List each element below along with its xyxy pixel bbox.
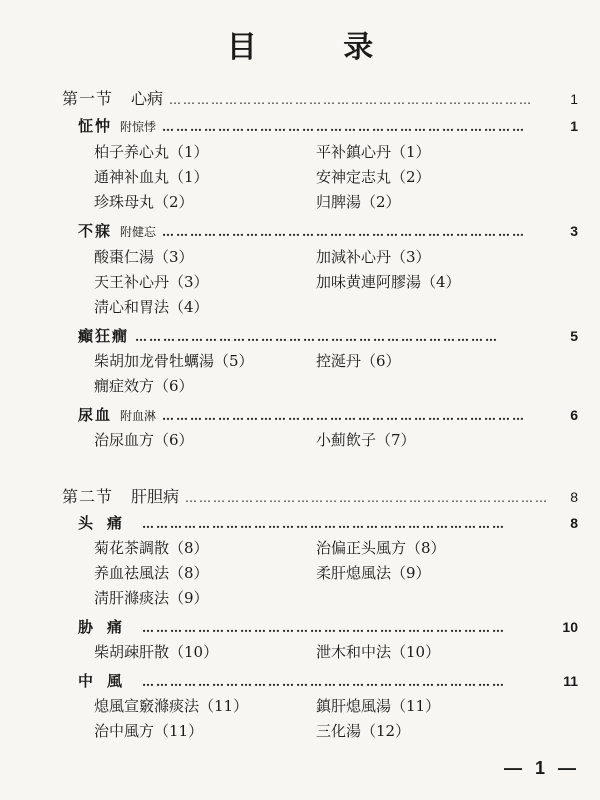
toc-entry[interactable]: 珍珠母丸（2）	[94, 193, 194, 211]
section-name: 肝胆病	[131, 487, 180, 506]
toc-entry[interactable]: 柔肝熄風法（9）	[316, 564, 431, 582]
page-number: 6	[570, 407, 578, 423]
dot-leader: ……………………………………………………………………	[185, 491, 550, 505]
toc-entry[interactable]: 泄木和中法（10）	[316, 643, 441, 661]
dot-leader: ……………………………………………………………………	[162, 120, 527, 134]
topic-label: 怔忡	[78, 117, 113, 135]
topic-note: 附健忘	[120, 225, 157, 239]
dot-leader: ……………………………………………………………………	[142, 675, 507, 689]
topic-label: 胁痛	[78, 618, 137, 636]
toc-entry[interactable]: 养血祛風法（8）	[94, 564, 209, 582]
toc-entry[interactable]: 通神补血丸（1）	[94, 168, 209, 186]
dot-leader: ……………………………………………………………………	[162, 225, 527, 239]
topic-heading[interactable]	[78, 670, 578, 691]
toc-entry[interactable]: 菊花茶調散（8）	[94, 539, 209, 557]
section-label: 第二节	[62, 487, 114, 506]
toc-entry[interactable]: 熄風宣竅滌痰法（11）	[94, 697, 249, 715]
dot-leader: ……………………………………………………………………	[142, 621, 507, 635]
page-title: 目 录	[226, 30, 412, 65]
page-number: 5	[570, 328, 578, 344]
toc-entry[interactable]: 淸心和胃法（4）	[94, 298, 209, 316]
toc-entry[interactable]: 归脾湯（2）	[316, 193, 401, 211]
topic-heading[interactable]	[78, 404, 578, 425]
section-heading[interactable]	[62, 86, 578, 109]
page-number: 10	[562, 619, 578, 635]
toc-entry[interactable]: 控涎丹（6）	[316, 352, 401, 370]
toc-entry[interactable]: 治偏正头風方（8）	[316, 539, 446, 557]
topic-note: 附血淋	[120, 409, 157, 423]
topic-label: 癲狂癇	[78, 327, 130, 345]
toc-entry[interactable]: 柏子养心丸（1）	[94, 143, 209, 161]
footer-page-number: — 1 —	[504, 758, 581, 778]
topic-label: 不寐	[78, 222, 113, 240]
page-number: 1	[570, 91, 578, 107]
topic-label: 尿血	[78, 406, 113, 424]
topic-heading[interactable]	[78, 115, 578, 136]
topic-label: 中風	[78, 672, 137, 690]
topic-heading[interactable]	[78, 616, 578, 637]
toc-entry[interactable]: 柴胡疎肝散（10）	[94, 643, 219, 661]
page-number: 11	[563, 673, 578, 689]
topic-heading[interactable]	[78, 325, 578, 346]
dot-leader: ……………………………………………………………………	[142, 517, 507, 531]
toc-entry[interactable]: 酸棗仁湯（3）	[94, 248, 194, 266]
toc-entry[interactable]: 安神定志丸（2）	[316, 168, 431, 186]
toc-entry[interactable]: 加減补心丹（3）	[316, 248, 431, 266]
topic-heading[interactable]	[78, 512, 578, 533]
dot-leader: ……………………………………………………………………	[162, 409, 527, 423]
toc-entry[interactable]: 淸肝滌痰法（9）	[94, 589, 209, 607]
section-label: 第一节	[62, 89, 114, 108]
topic-label: 头痛	[78, 514, 137, 532]
toc-entry[interactable]: 柴胡加龙骨牡蠣湯（5）	[94, 352, 254, 370]
toc-entry[interactable]: 加味黄連阿膠湯（4）	[316, 273, 461, 291]
dot-leader: ……………………………………………………………………	[169, 93, 534, 107]
toc-entry[interactable]: 治尿血方（6）	[94, 431, 194, 449]
page-number: 3	[570, 223, 578, 239]
toc-entry[interactable]: 治中風方（11）	[94, 722, 204, 740]
section-heading[interactable]	[62, 484, 578, 507]
page-number: 1	[570, 118, 578, 134]
toc-entry[interactable]: 小薊飲子（7）	[316, 431, 416, 449]
page-number: 8	[570, 515, 578, 531]
page-number: 8	[570, 489, 578, 505]
dot-leader: ……………………………………………………………………	[135, 330, 500, 344]
topic-note: 附惊悸	[120, 120, 157, 134]
toc-entry[interactable]: 天王补心丹（3）	[94, 273, 209, 291]
topic-heading[interactable]	[78, 220, 578, 241]
toc-entry[interactable]: 鎮肝熄風湯（11）	[316, 697, 441, 715]
toc-entry[interactable]: 三化湯（12）	[316, 722, 411, 740]
toc-entry[interactable]: 平补鎮心丹（1）	[316, 143, 431, 161]
toc-entry[interactable]: 癇症效方（6）	[94, 377, 194, 395]
section-name: 心病	[131, 89, 164, 108]
